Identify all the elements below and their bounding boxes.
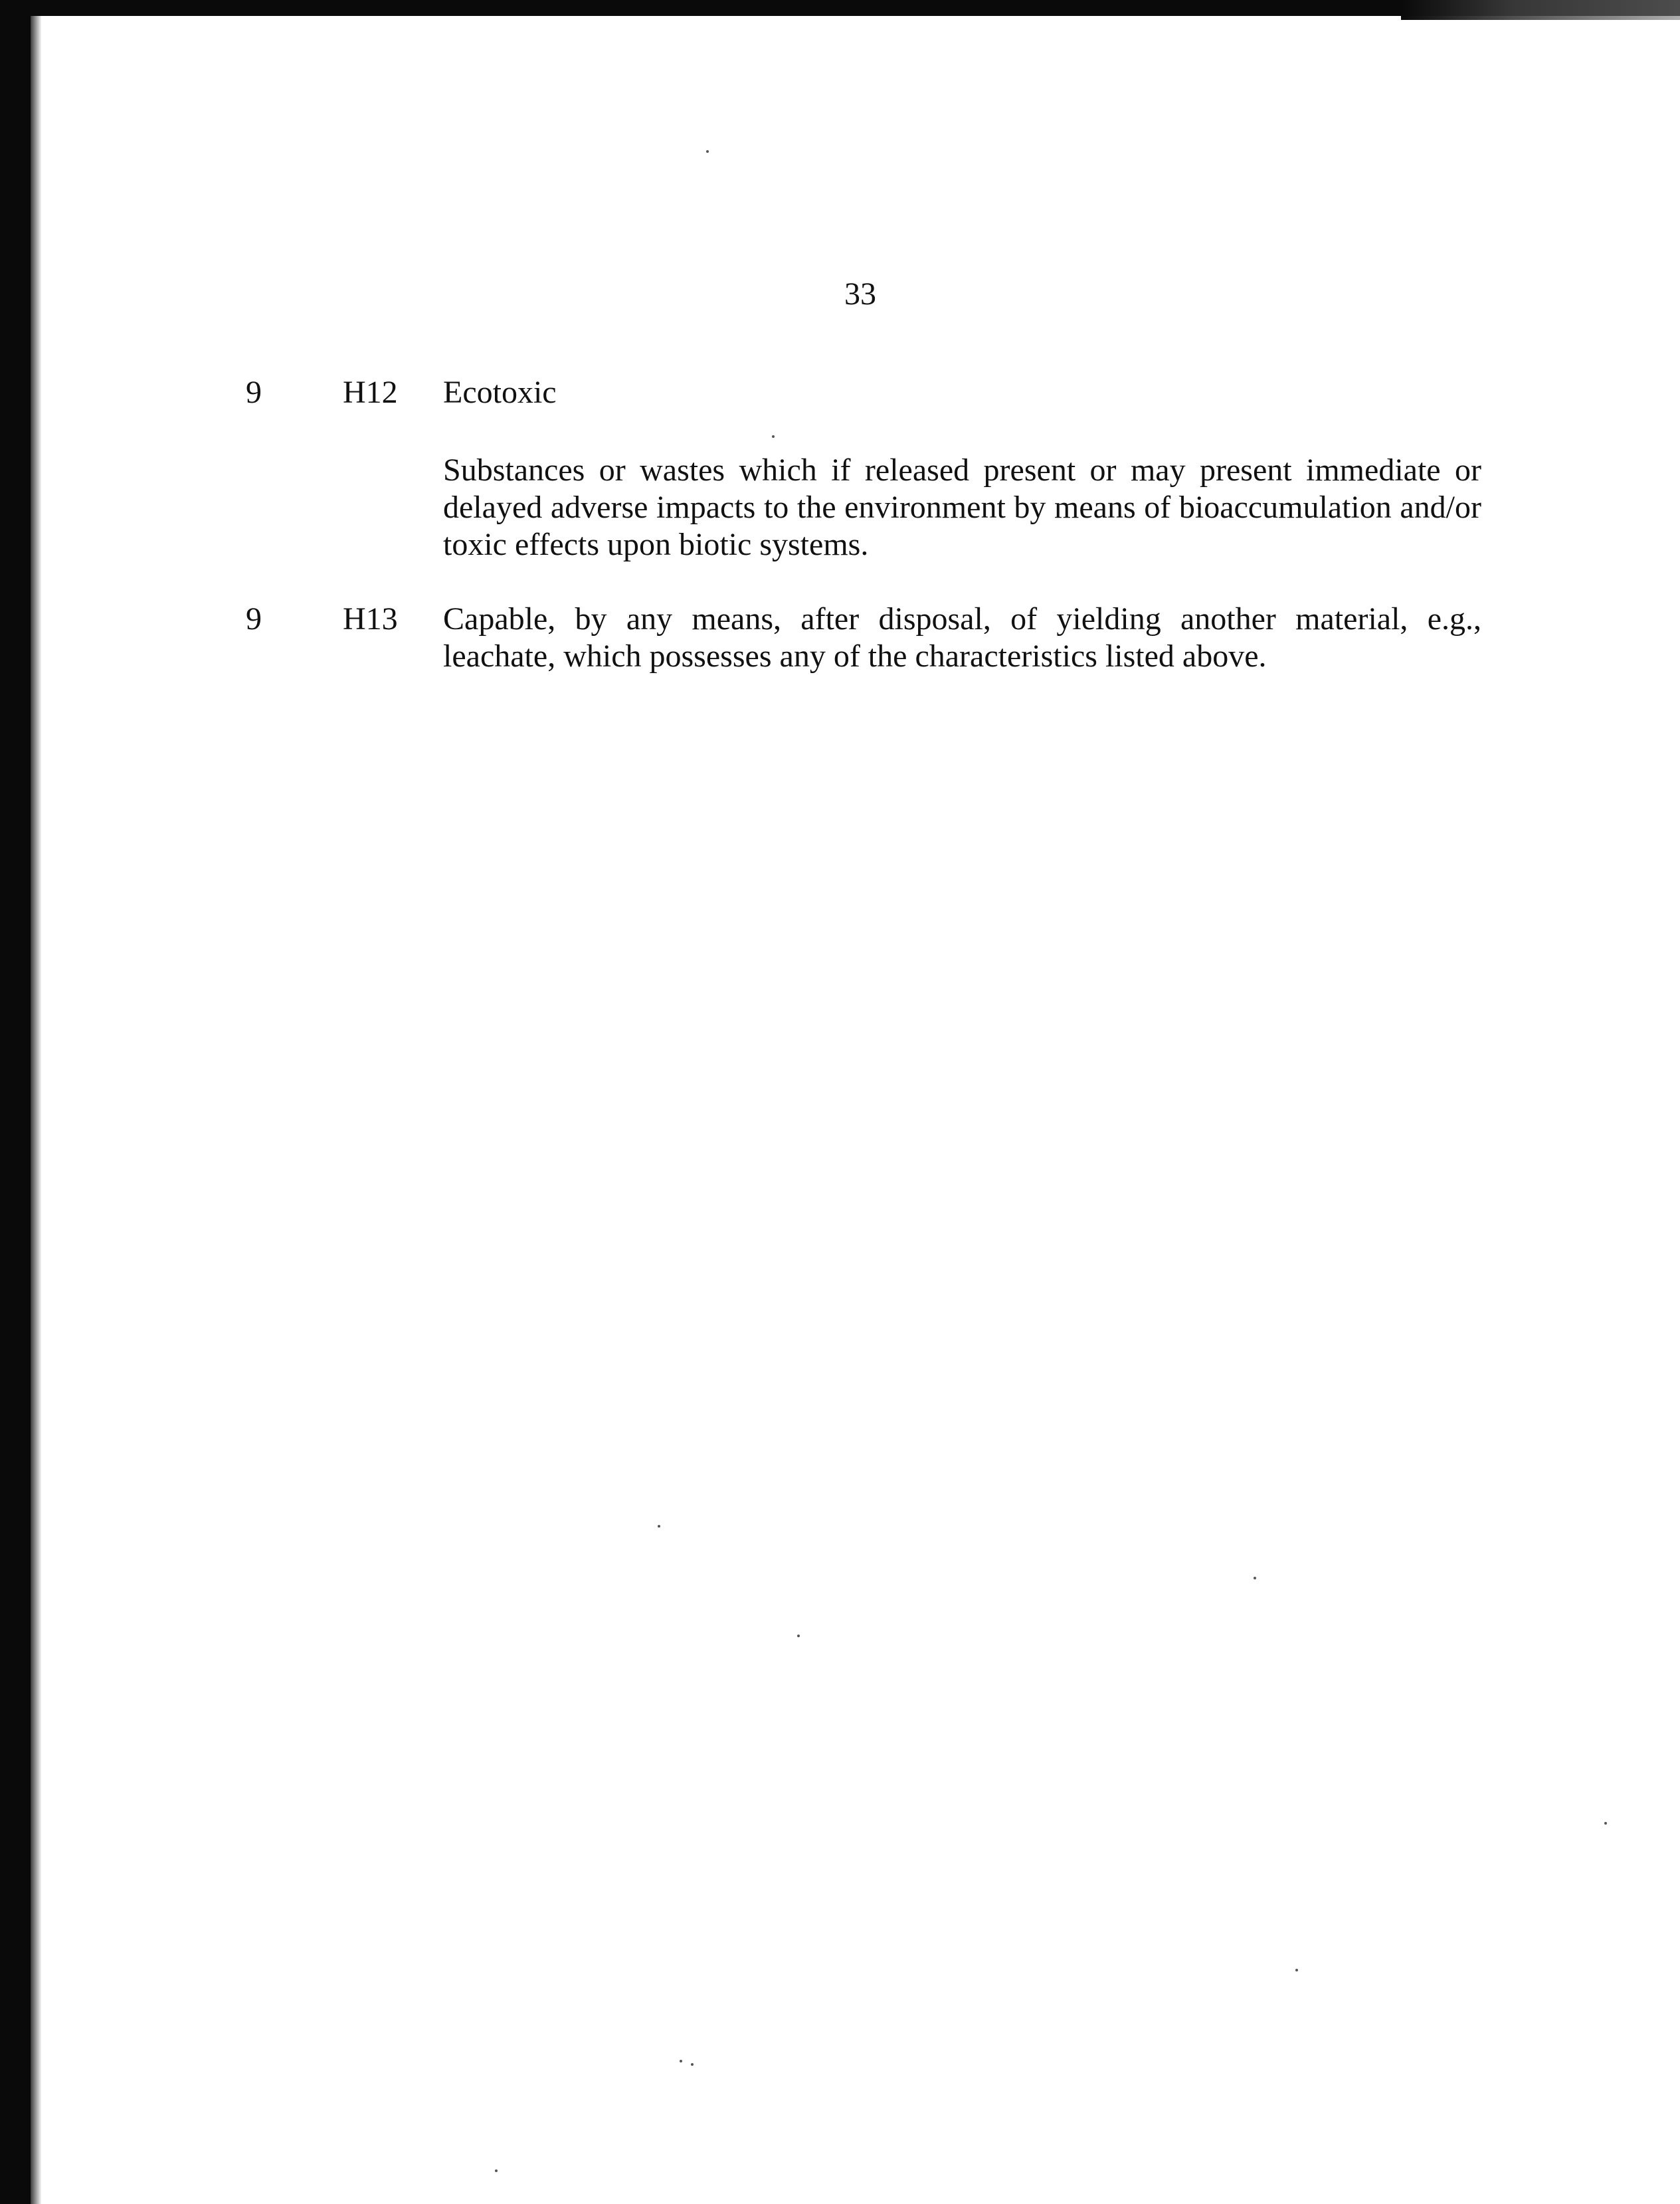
entry-description: Substances or wastes which if released present or may present immediate or delayed adverse impacts to the environment by means of bioaccumulation and/or toxic effects upon biotic systems. [443,452,1481,562]
entry-heading: Ecotoxic [443,375,557,410]
scan-border-left-edge [31,16,41,2204]
page-number: 33 [844,276,876,312]
scan-border-top-fade [1401,0,1680,20]
scan-speck [1604,1822,1607,1825]
scan-speck [1254,1577,1256,1579]
class-number: 9 [246,601,262,637]
class-number: 9 [246,375,262,410]
entry-description: Capable, by any means, after disposal, of yielding another material, e.g., leachate, which possesses any of the characteristics listed above. [443,601,1481,674]
scan-speck [495,2169,498,2172]
scan-speck [1295,1969,1298,1971]
hazard-code: H13 [343,601,398,637]
scan-speck [772,435,775,438]
scan-speck [797,1635,800,1637]
scan-speck [680,2060,682,2062]
scan-speck [691,2063,694,2066]
scan-border-left [0,0,31,2204]
scan-speck [706,150,709,153]
scan-speck [658,1525,660,1528]
hazard-code: H12 [343,375,398,410]
